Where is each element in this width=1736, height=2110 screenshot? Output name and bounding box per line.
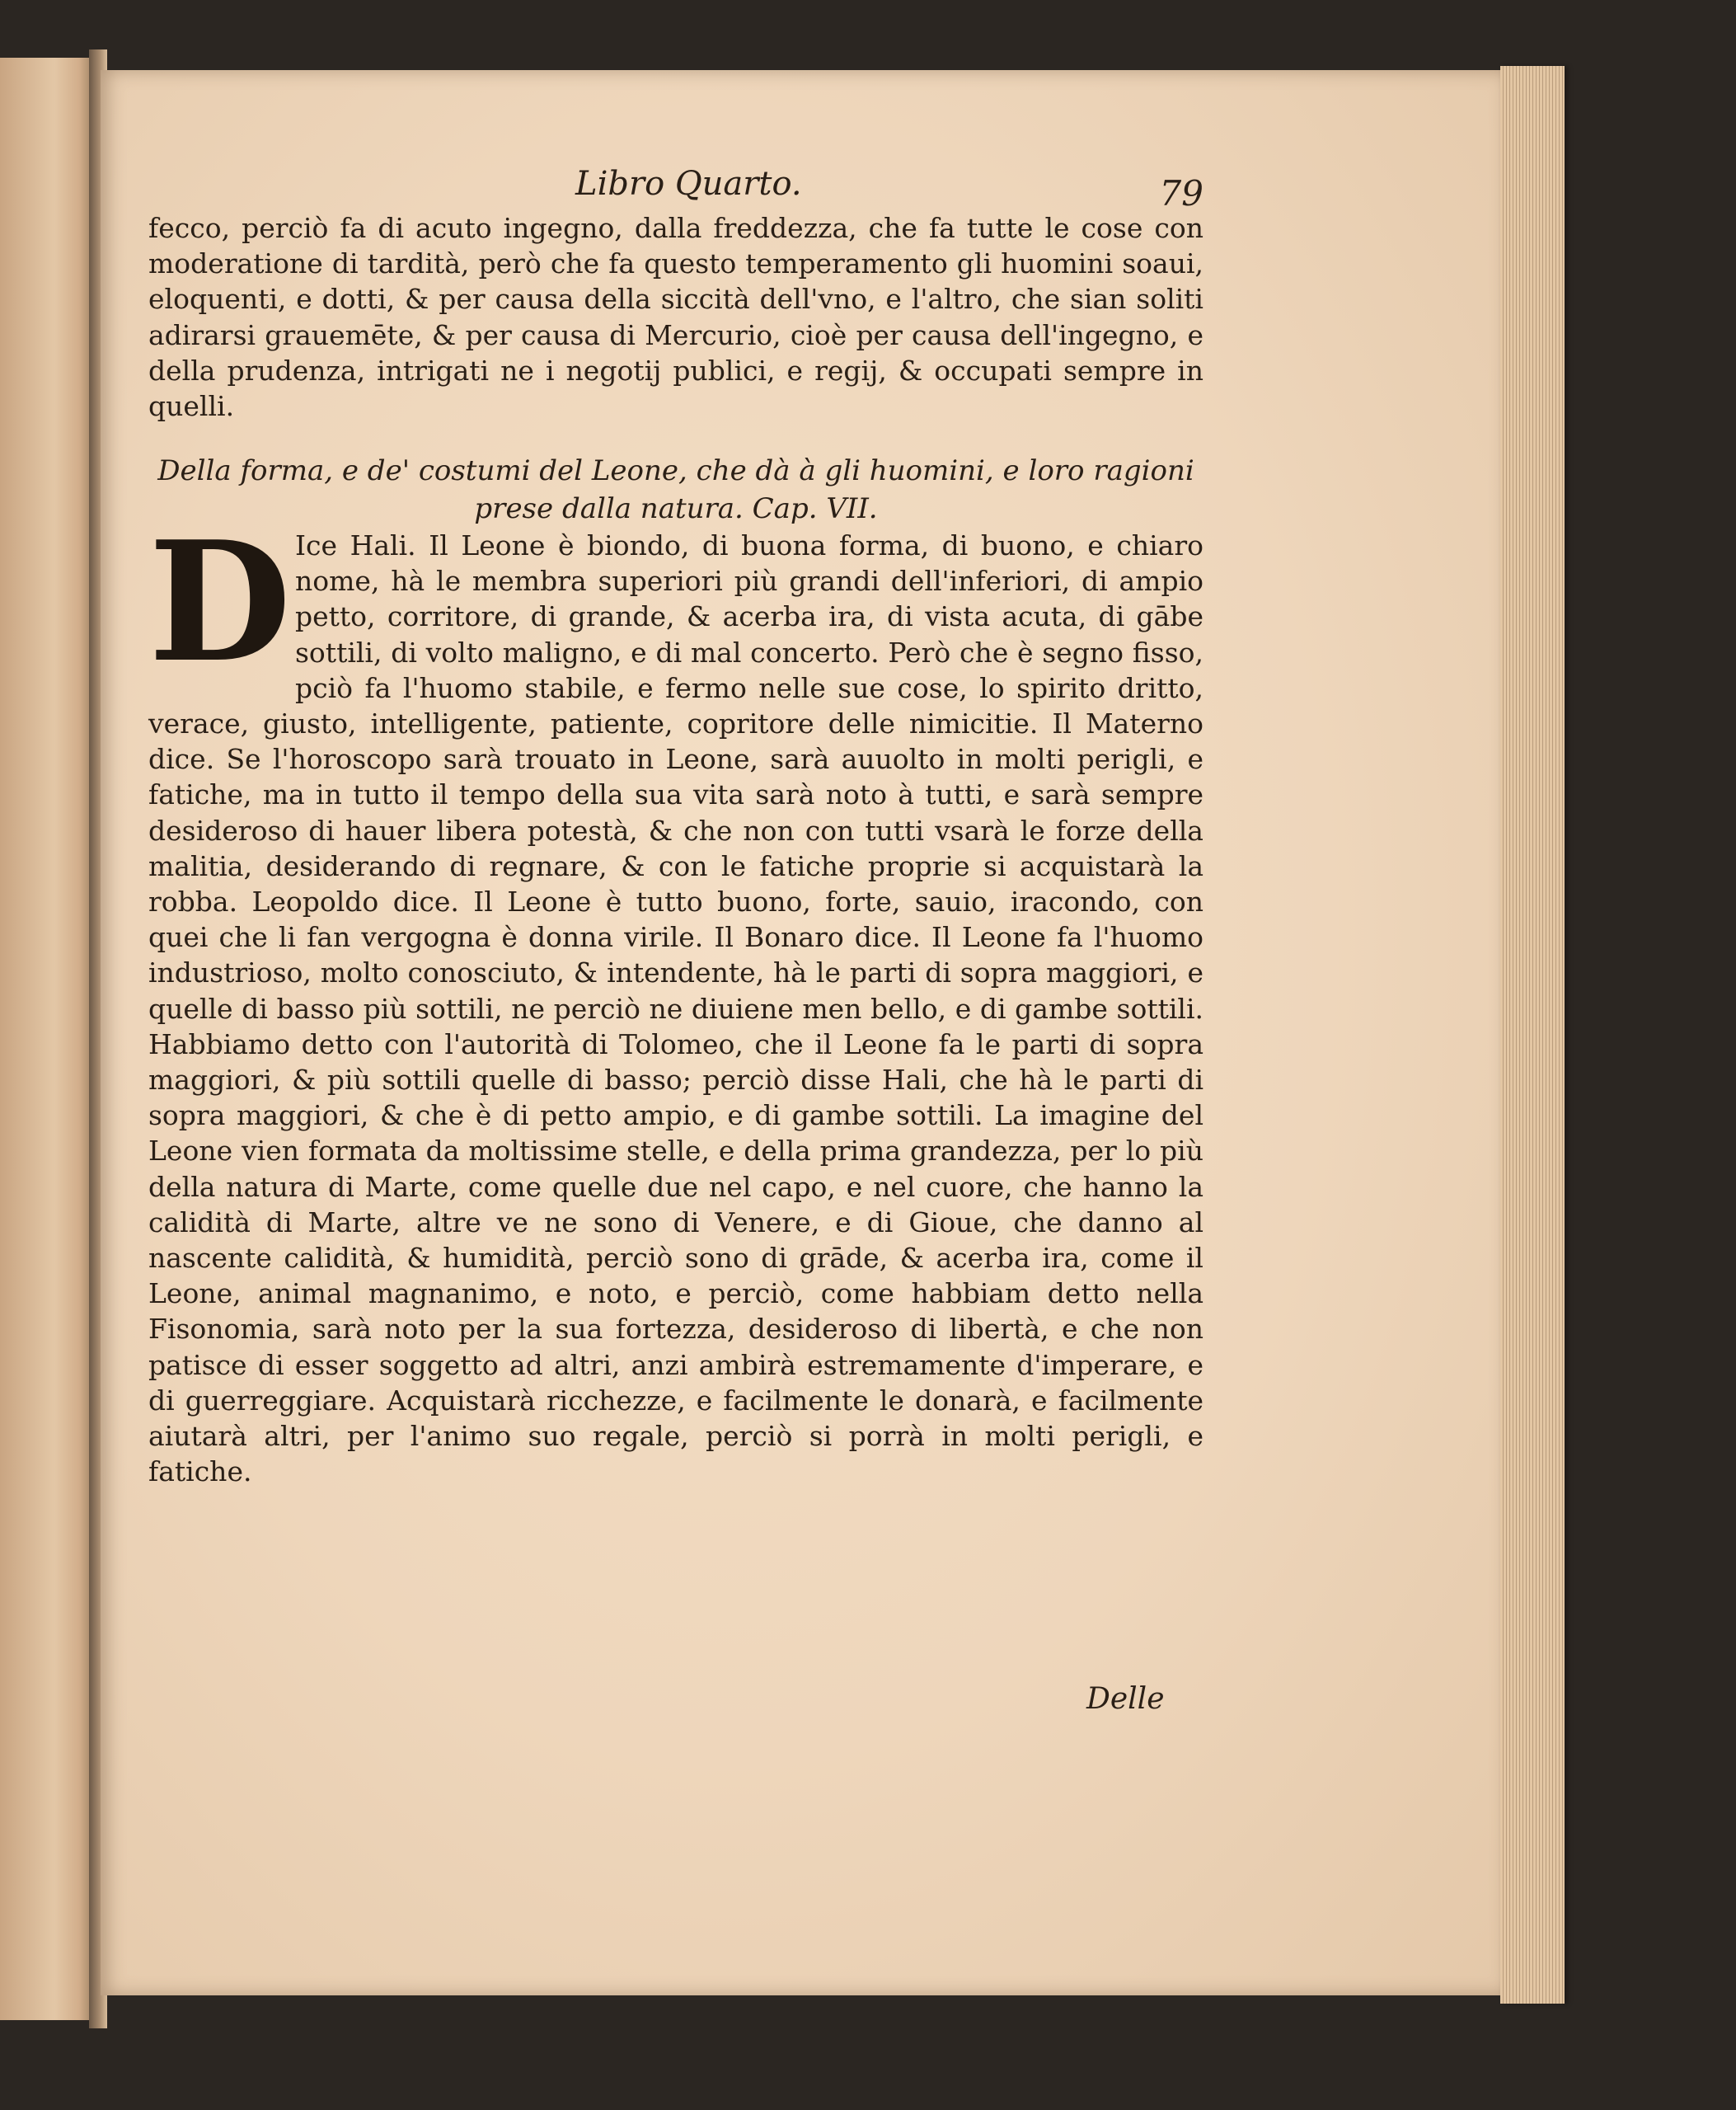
paragraph-continuation: fecco, perciò fa di acuto ingegno, dalla freddezza, che fa tutte le cose con moderatione di tardità, però che fa questo temperamento gli huomini soaui, eloquenti, e dotti, & per causa della siccità dell'vno, e l'altro, che sian soliti adirarsi grauemēte, & per causa di Mercurio, cioè per causa dell'ingegno, e della prudenza, intrigati ne i negotij publici, e regij, & occupati sempre in quelli.: [148, 212, 1203, 423]
catchword: Delle: [1086, 1682, 1165, 1716]
page-number: 79: [1159, 173, 1203, 214]
running-head: Libro Quarto.: [575, 165, 802, 203]
page-header: [148, 165, 1203, 214]
chapter-title-line-1: Della forma, e de' costumi del Leone, che dà à gli huomini, e loro ragioni: [157, 454, 1194, 487]
chapter-body-text: Ice Hali. Il Leone è biondo, di buona forma, di buono, e chiaro nome, hà le membra superiori più grandi dell'inferiori, di ampio petto, corritore, di grande, & acerba ira, di vista acuta, di gābe sottili, di volto maligno, e di mal concerto. Però che è segno fisso, pciò fa l'huomo stabile, e fermo nelle sue cose, lo spirito dritto, verace, giusto, intelligente, patiente, copritore delle nimicitie. Il Materno dice. Se l'horoscopo sarà trouato in Leone, sarà auuolto in molti perigli, e fatiche, ma in tutto il tempo della sua vita sarà noto à tutti, e sarà sempre desideroso di hauer libera potestà, & che non con tutti vsarà le forze della malitia, desiderando di regnare, & con le fatiche proprie si acquistarà la robba. Leopoldo dice. Il Leone è tutto buono, forte, sauio, iracondo, con quei che li fan vergogna è donna virile. Il Bonaro dice. Il Leone fa l'huomo industrioso, molto conosciuto, & intendente, hà le parti di sopra maggiori, e quelle di basso più sottili, ne perciò ne diuiene men bello, e di gambe sottili. Habbiamo detto con l'autorità di Tolomeo, che il Leone fa le parti di sopra maggiori, & più sottili quelle di basso; perciò disse Hali, che hà le parti di sopra maggiori, & che è di petto ampio, e di gambe sottili. La imagine del Leone vien formata da moltissime stelle, e della prima grandezza, per lo più della natura di Marte, come quelle due nel capo, e nel cuore, che hanno la calidità di Marte, altre ve ne sono di Venere, e di Gioue, che danno al nascente calidità, & humidità, perciò sono di grāde, & acerba ira, come il Leone, animal magnanimo, e noto, e perciò, come habbiam detto nella Fisonomia, sarà noto per la sua fortezza, desideroso di libertà, e che non patisce di esser soggetto ad altri, anzi ambirà estremamente d'imperare, e di guerreggiare. Acquistarà ricchezze, e facilmente le donarà, e facilmente aiutarà altri, per l'animo suo regale, perciò si porrà in molti perigli, e fatiche.: [148, 529, 1203, 1488]
drop-cap: D: [148, 505, 292, 699]
left-page-edge: [0, 58, 99, 2020]
page-fore-edge: [1500, 66, 1565, 2004]
chapter-title-line-2: prese dalla natura. Cap. VII.: [474, 492, 878, 525]
chapter-title: [148, 452, 1203, 528]
